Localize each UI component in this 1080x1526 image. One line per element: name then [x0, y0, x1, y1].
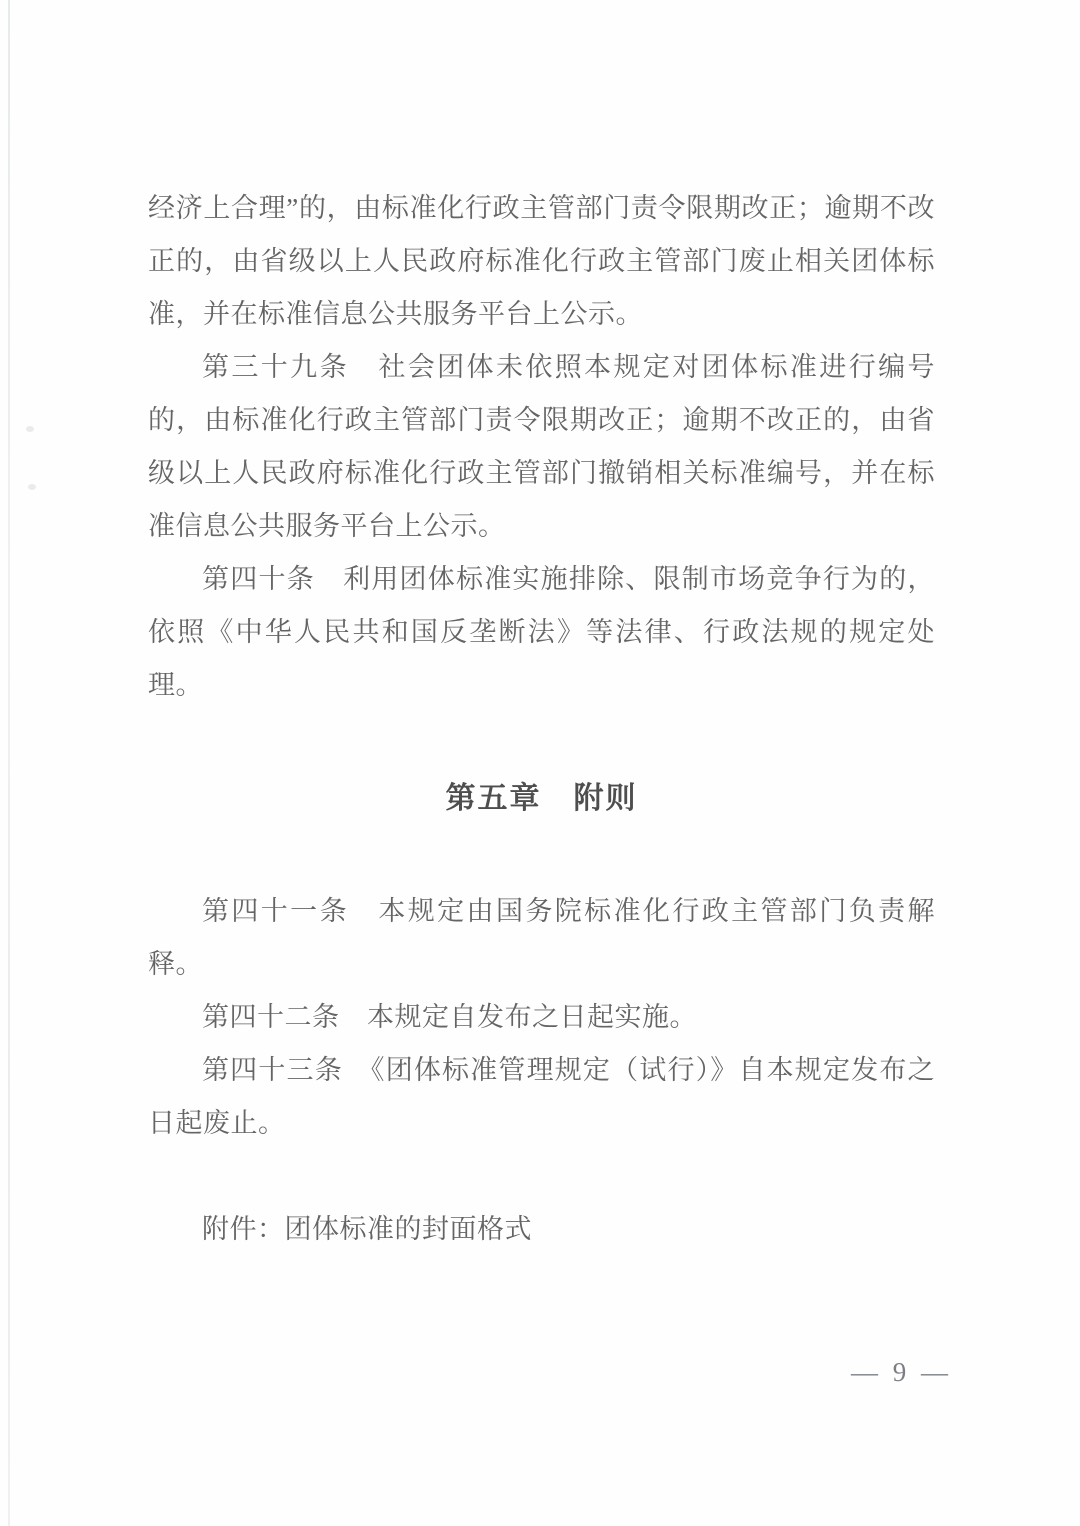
paragraph: 第四十一条 本规定由国务院标准化行政主管部门负责解释。	[148, 896, 935, 979]
chapter-heading: 第五章 附则	[445, 782, 638, 815]
page-number: — 9 —	[851, 1357, 952, 1387]
paragraph: 第四十三条 《团体标准管理规定（试行）》自本规定发布之日起废止。	[148, 1055, 935, 1138]
paragraph: 经济上合理”的，由标准化行政主管部门责令限期改正；逾期不改正的，由省级以上人民政府标准化行政主管部门废止相关团体标准，并在标准信息公共服务平台上公示。	[148, 193, 935, 329]
scan-artifact	[28, 484, 36, 490]
scan-artifact	[26, 426, 34, 432]
scan-left-edge-shadow	[8, 0, 10, 1526]
paragraph: 第三十九条 社会团体未依照本规定对团体标准进行编号的，由标准化行政主管部门责令限期改正；逾期不改正的，由省级以上人民政府标准化行政主管部门撤销相关标准编号，并在标准信息公共服务平台上公示。	[148, 352, 935, 541]
paragraph: 第四十二条 本规定自发布之日起实施。	[202, 1002, 697, 1032]
paragraph: 附件：团体标准的封面格式	[202, 1214, 532, 1244]
paragraph: 第四十条 利用团体标准实施排除、限制市场竞争行为的，依照《中华人民共和国反垄断法》等法律、行政法规的规定处理。	[148, 564, 935, 700]
document-body	[148, 182, 935, 1256]
